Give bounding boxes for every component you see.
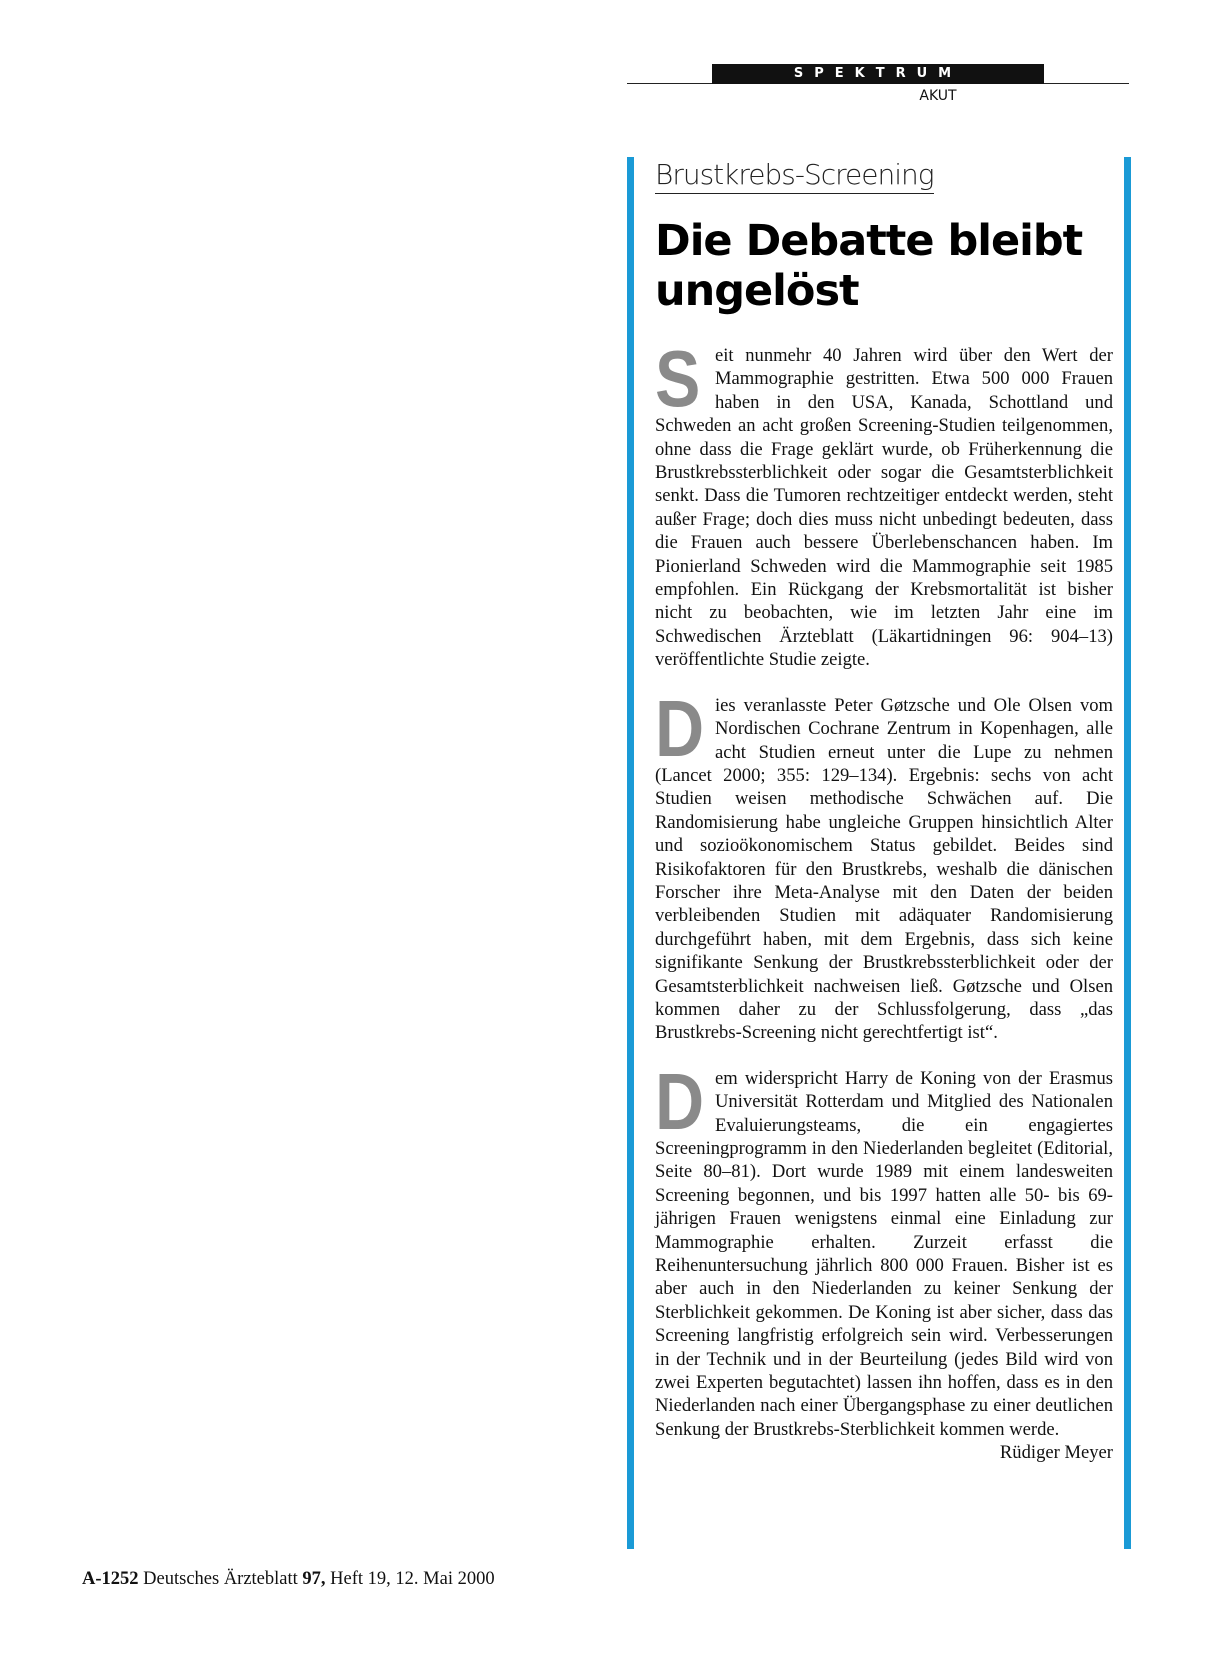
journal-name: Deutsches Ärzteblatt [143, 1569, 298, 1589]
article-paragraph [655, 1056, 1113, 1464]
journal-volume: 97, [302, 1569, 326, 1589]
article-paragraph [655, 334, 1113, 672]
drop-cap: D [655, 1056, 705, 1146]
article-box [627, 157, 1131, 1549]
page-footer [82, 1569, 495, 1590]
paragraph-text: em widerspricht Harry de Koning von der Erasmus Universität Rotterdam und Mitglied des Nationalen Evaluierungsteams, die ein engagiertes Screeningprogramm in den Niederlanden begleitet (Editorial, Seite 80–81). Dort wurde 1989 mit einem landesweiten Screening begonnen, und bis 1997 hatten alle 50- bis 69-jährigen Frauen wenigstens einmal eine Einladung zur Mammographie erhalten. Zurzeit erfasst die Reihenuntersuchung jährlich 800 000 Frauen. Bisher ist es aber auch in den Niederlanden zu keiner Senkung der Sterblichkeit gekommen. De Koning ist aber sicher, dass das Screening langfristig erfolgreich sein wird. Verbesserungen in der Technik und in der Beurteilung (jedes Bild wird von zwei Experten begutachtet) lassen ihn hoffen, dass es in den Niederlanden nach einer Übergangsphase zu einer deutlichen Senkung der Brustkrebs-Sterblichkeit kommen werde. [655, 1067, 1113, 1440]
page-number: A-1252 [82, 1569, 139, 1589]
drop-cap: S [655, 334, 701, 423]
article-paragraph [655, 683, 1113, 1045]
article-content [655, 157, 1113, 1465]
paragraph-text: eit nunmehr 40 Jahren wird über den Wert der Mammographie gestritten. Etwa 500 000 Frauen haben in den USA, Kanada, Schottland und Schweden an acht großen Screening-Studien teilgenommen, ohne dass die Frage geklärt wurde, ob Früherkennung die Brustkrebssterblichkeit oder sogar die Gesamtsterblichkeit senkt. Dass die Tumoren rechtzeitiger entdeckt werden, steht außer Frage; doch dies muss nicht unbedingt bedeuten, dass die Frauen auch bessere Überlebenschancen haben. Im Pionierland Schweden wird die Mammographie seit 1985 empfohlen. Ein Rückgang der Krebsmortalität ist bisher nicht zu beobachten, wie im letzten Jahr eine im Schwedischen Ärzteblatt (Läkartidningen 96: 904–13) veröffentlichte Studie zeigte. [655, 345, 1113, 671]
journal-issue: Heft 19, 12. Mai 2000 [330, 1569, 495, 1589]
subsection-label: AKUT [919, 88, 957, 104]
article-kicker: Brustkrebs-Screening [655, 157, 934, 194]
paragraph-text: ies veranlasste Peter Gøtzsche und Ole Olsen vom Nordischen Cochrane Zentrum in Kopenhagen, alle acht Studien erneut unter die Lupe zu nehmen (Lancet 2000; 355: 129–134). Ergebnis: sechs von acht Studien weisen methodische Schwächen auf. Die Randomisierung habe ungleiche Gruppen hinsichtlich Alter und sozioökonomischem Status gebildet. Beides sind Risikofaktoren für den Brustkrebs, weshalb die dänischen Forscher ihre Meta-Analyse mit den Daten der beiden verbleibenden Studien mit adäquater Randomisierung durchgeführt haben, mit dem Ergebnis, dass sich keine signifikante Senkung der Brustkrebssterblichkeit oder der Gesamtsterblichkeit nachweisen ließ. Gøtzsche und Olsen kommen daher zu der Schlussfolgerung, dass „das Brustkrebs-Screening nicht gerechtfertigt ist“. [655, 694, 1113, 1044]
section-bar [627, 62, 1129, 84]
drop-cap: D [655, 683, 705, 773]
section-label: SPEKTRUM [712, 64, 1044, 84]
section-header [627, 62, 1129, 105]
article-author: Rüdiger Meyer [999, 1442, 1113, 1464]
article-headline: Die Debatte bleibt ungelöst [655, 216, 1083, 316]
